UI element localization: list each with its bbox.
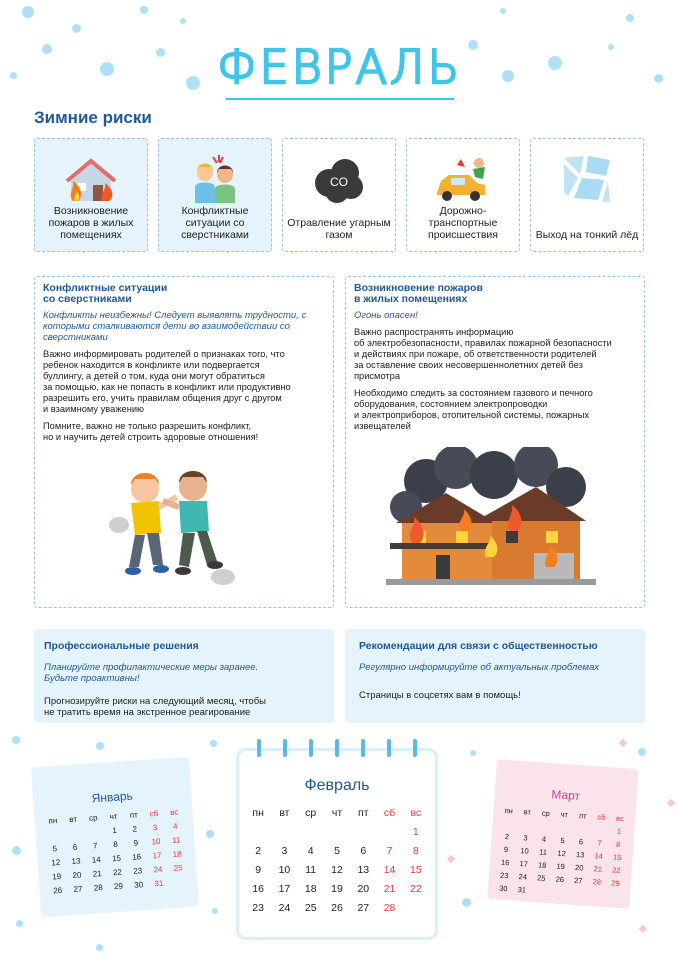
calendar-day: 11	[538, 847, 548, 857]
calendar-title: Март	[550, 787, 581, 804]
calendar-empty-cell	[43, 830, 64, 840]
calendar-day: 14	[594, 851, 604, 861]
weekday-label: ср	[88, 813, 98, 823]
calendar-day: 4	[172, 821, 178, 831]
house-fire-illustration	[386, 447, 596, 592]
calendar-february	[236, 748, 438, 940]
snow-dot	[626, 14, 634, 22]
calendar-day: 26	[331, 902, 343, 914]
calendar-day: 24	[153, 864, 163, 875]
calendar-day: 5	[334, 845, 340, 857]
snow-dot	[470, 750, 476, 756]
calendar-day: 13	[71, 856, 81, 867]
calendar-empty-cell	[324, 826, 350, 838]
calendar-empty-cell	[554, 822, 573, 832]
calendar-day: 18	[537, 860, 547, 870]
weekday-label: вт	[279, 807, 290, 819]
risk-card-road	[406, 138, 520, 252]
calendar-day: 7	[386, 845, 393, 857]
snow-dot	[140, 6, 148, 14]
calendar-day: 16	[500, 857, 510, 868]
weekday-label: вс	[615, 813, 625, 824]
calendar-empty-cell	[517, 820, 536, 830]
pr-heading: Рекомендации для связи с общественностью	[359, 640, 598, 652]
calendar-empty-cell	[84, 827, 105, 837]
calendar-day: 4	[541, 834, 547, 844]
snow-dot	[96, 944, 103, 951]
calendar-empty-cell	[245, 826, 271, 838]
snow-dot	[16, 920, 23, 927]
snow-dot	[212, 908, 218, 914]
calendar-day: 24	[518, 872, 528, 882]
calendar-day: 23	[499, 870, 509, 881]
risk-label: Конфликтные ситуации со сверстниками	[181, 205, 249, 241]
fire-text-1: Важно распространять информацию об электробезопасности, правилах пожарной безопасности и действиях при пожаре, об ответственности родителей за оставление своих несовершеннолетних детей без присмотра	[354, 327, 612, 381]
calendar-title: Январь	[91, 788, 134, 806]
calendar-day: 27	[573, 875, 583, 886]
weekday-label: ср	[305, 807, 317, 819]
weekday-label: пн	[48, 816, 58, 826]
calendar-day: 6	[72, 842, 78, 852]
calendar-day: 22	[611, 865, 621, 876]
calendar-day: 31	[154, 878, 164, 889]
calendar-day: 26	[52, 885, 63, 896]
snow-dot	[96, 742, 104, 750]
weekday-label: вс	[169, 807, 179, 818]
calendar-day: 21	[593, 864, 603, 874]
page-title: ФЕВРАЛЬ	[216, 40, 463, 94]
conflict-italic: Конфликты неизбежны! Следует выявлять трудности, с которыми сталкиваются дети во взаимодействии со сверстниками	[43, 310, 307, 343]
calendar-grid	[245, 807, 429, 914]
calendar-day: 1	[616, 826, 622, 837]
children-fighting-illustration	[105, 467, 245, 596]
calendar-day: 14	[91, 855, 102, 865]
calendar-day: 16	[131, 852, 142, 862]
professional-solutions-box	[34, 629, 334, 723]
cracked-ice-icon	[531, 149, 643, 209]
calendar-day: 29	[113, 881, 124, 892]
calendar-day: 5	[52, 844, 58, 854]
snow-dot	[22, 6, 34, 18]
calendar-day: 13	[357, 864, 370, 876]
calendar-day: 23	[132, 866, 143, 876]
calendar-day: 12	[557, 848, 567, 859]
calendar-day: 25	[173, 863, 183, 873]
calendar-day: 12	[51, 857, 61, 868]
fire-heading: Возникновение пожаров в жилых помещениях	[354, 282, 483, 305]
calendar-day: 9	[503, 844, 509, 855]
calendar-day: 14	[383, 864, 396, 876]
calendar-day: 5	[560, 835, 565, 846]
calendar-day: 28	[93, 882, 103, 893]
co-cloud-icon	[283, 149, 395, 209]
calendar-title: Февраль	[304, 777, 370, 794]
risk-card-co	[282, 138, 396, 252]
weekday-label: вт	[523, 807, 532, 817]
calendar-day: 20	[574, 862, 584, 873]
weekday-label: ср	[541, 808, 551, 819]
conflict-text-1: Важно информировать родителей о признаках того, что ребенок находится в конфликте или подвергается буллингу, а детей о том, куда они могут обратиться за помощью, как не попасть в конфликт или продуктивно разрешить его, учить правилам общения друг с другом и взаимному уважению	[43, 349, 291, 414]
weekday-label: пн	[504, 805, 514, 816]
calendar-day: 9	[255, 864, 262, 876]
calendar-day: 9	[133, 838, 139, 848]
calendar-day: 20	[357, 883, 370, 895]
calendar-day: 24	[278, 902, 291, 914]
children-conflict-icon	[159, 149, 271, 209]
weekday-label: пт	[129, 810, 139, 820]
calendar-day: 6	[578, 837, 584, 847]
calendar-day: 27	[357, 902, 370, 914]
snow-dot	[500, 8, 506, 14]
calendar-empty-cell	[64, 828, 85, 838]
calendar-day: 17	[278, 883, 291, 895]
calendar-day: 10	[520, 846, 530, 856]
risk-label: Возникновение пожаров в жилых помещениях	[48, 205, 134, 241]
calendar-empty-cell	[350, 826, 376, 838]
fire-text-2: Необходимо следить за состоянием газового и печного оборудования, состоянием электропроводки и электроприборов, отопительной системы, пожарных извещателей	[354, 388, 593, 431]
house-fire-icon	[35, 149, 147, 209]
calendar-day: 6	[360, 845, 367, 857]
calendar-day: 8	[112, 839, 119, 850]
calendar-empty-cell	[298, 826, 324, 838]
co-text: CO	[330, 175, 348, 189]
calendar-day: 15	[612, 852, 622, 863]
calendar-day: 15	[410, 864, 422, 876]
snow-dot	[12, 846, 21, 855]
fire-italic: Огонь опасен!	[354, 310, 418, 321]
calendar-day: 7	[597, 838, 602, 848]
calendar-day: 30	[498, 883, 508, 894]
weekday-label: чт	[560, 809, 569, 820]
weekday-label: чт	[331, 807, 343, 819]
calendar-empty-cell	[572, 824, 591, 834]
calendar-day: 20	[72, 870, 82, 881]
calendar-day: 7	[92, 841, 98, 851]
weekday-label: пн	[252, 807, 264, 819]
pro-text: Прогнозируйте риски на следующий месяц, чтобы не тратить время на экстренное реагирование	[44, 696, 266, 718]
snow-flake	[447, 855, 455, 863]
calendar-day: 21	[92, 869, 102, 879]
risk-card-conflict	[158, 138, 272, 252]
pro-heading: Профессиональные решения	[44, 640, 199, 652]
weekday-label: сб	[149, 808, 159, 819]
weekday-label: пт	[358, 807, 369, 819]
snow-dot	[206, 830, 214, 838]
calendar-day: 3	[523, 833, 528, 843]
title-underline	[226, 98, 454, 100]
risk-card-ice	[530, 138, 644, 252]
calendar-day: 17	[519, 859, 529, 869]
conflict-panel	[34, 276, 334, 608]
calendar-day: 3	[152, 823, 158, 833]
pr-text: Страницы в соцсетях вам в помощь!	[359, 690, 521, 701]
calendar-empty-cell	[271, 826, 297, 838]
calendar-grid	[494, 806, 630, 902]
calendar-day: 19	[331, 883, 343, 895]
calendar-empty-cell	[498, 818, 517, 828]
snow-dot	[638, 748, 646, 756]
calendar-day: 22	[112, 867, 123, 878]
snow-dot	[210, 740, 217, 747]
calendar-day: 16	[252, 883, 264, 895]
calendar-day: 11	[171, 835, 181, 846]
calendar-day: 25	[304, 902, 317, 914]
calendar-day: 3	[281, 845, 288, 857]
calendar-day: 18	[304, 883, 317, 895]
calendar-day: 23	[252, 902, 264, 914]
calendar-day: 28	[383, 902, 396, 914]
calendar-day: 21	[383, 883, 396, 895]
calendar-rings	[257, 739, 417, 759]
calendar-day: 8	[412, 845, 419, 857]
calendar-day: 12	[331, 864, 343, 876]
weekday-label: сб	[597, 812, 606, 822]
risks-heading: Зимние риски	[34, 108, 152, 127]
calendar-day: 31	[517, 884, 527, 895]
calendar-day: 18	[172, 849, 182, 860]
calendar-day: 10	[278, 864, 291, 876]
snow-dot	[180, 18, 186, 24]
calendar-march	[487, 759, 638, 909]
calendar-january	[31, 757, 199, 918]
calendar-day: 15	[111, 853, 122, 864]
calendar-day: 27	[73, 884, 83, 895]
weekday-label: вт	[68, 814, 78, 825]
calendar-day: 26	[555, 874, 565, 885]
weekday-label: чт	[109, 811, 118, 822]
calendar-empty-cell	[591, 825, 610, 835]
calendar-day: 2	[504, 831, 510, 842]
snow-flake	[639, 925, 647, 933]
risk-card-fire	[34, 138, 148, 252]
calendar-day: 19	[52, 871, 62, 882]
calendar-day: 19	[556, 861, 566, 872]
calendar-day: 28	[592, 877, 602, 887]
weekday-label: сб	[383, 807, 396, 819]
snow-dot	[462, 898, 471, 907]
risk-label: Выход на тонкий лёд	[535, 229, 639, 241]
calendar-day: 25	[536, 873, 546, 883]
calendar-day: 29	[610, 878, 620, 889]
calendar-empty-cell	[376, 826, 402, 838]
conflict-text-2: Помните, важно не только разрешить конфликт, но и научить детей строить здоровые отношения!	[43, 421, 259, 442]
conflict-heading: Конфликтные ситуации со сверстниками	[43, 282, 168, 305]
calendar-day: 2	[132, 824, 138, 834]
calendar-day: 4	[307, 845, 314, 857]
snow-dot	[72, 24, 81, 33]
snow-dot	[12, 736, 20, 744]
calendar-empty-cell	[403, 902, 429, 914]
fire-panel	[345, 276, 645, 608]
car-accident-icon	[407, 149, 519, 209]
weekday-label: пт	[578, 811, 587, 821]
snow-flake	[667, 799, 675, 807]
calendar-empty-cell	[535, 821, 554, 831]
calendar-day: 22	[410, 883, 422, 895]
calendar-day: 1	[112, 825, 118, 836]
calendar-day: 11	[305, 864, 317, 876]
calendar-day: 1	[412, 826, 419, 838]
calendar-day: 13	[575, 849, 585, 860]
pr-italic: Регулярно информируйте об актуальных проблемах	[359, 662, 600, 673]
calendar-day: 8	[615, 839, 621, 850]
calendar-day: 10	[151, 836, 161, 847]
weekday-label: вс	[410, 807, 422, 819]
risk-label: Отравление угарным газом	[287, 217, 391, 241]
calendar-day: 2	[255, 845, 262, 857]
risk-label: Дорожно-транспортные происшествия	[428, 205, 498, 241]
calendar-day: 17	[152, 850, 162, 861]
calendar-empty-cell	[169, 877, 190, 887]
snow-flake	[619, 739, 627, 747]
calendar-grid	[42, 807, 189, 896]
pr-recommendations-box	[345, 629, 645, 723]
pro-italic: Планируйте профилактические меры заранее. Будьте проактивны!	[44, 662, 259, 684]
calendar-day: 30	[133, 880, 144, 890]
